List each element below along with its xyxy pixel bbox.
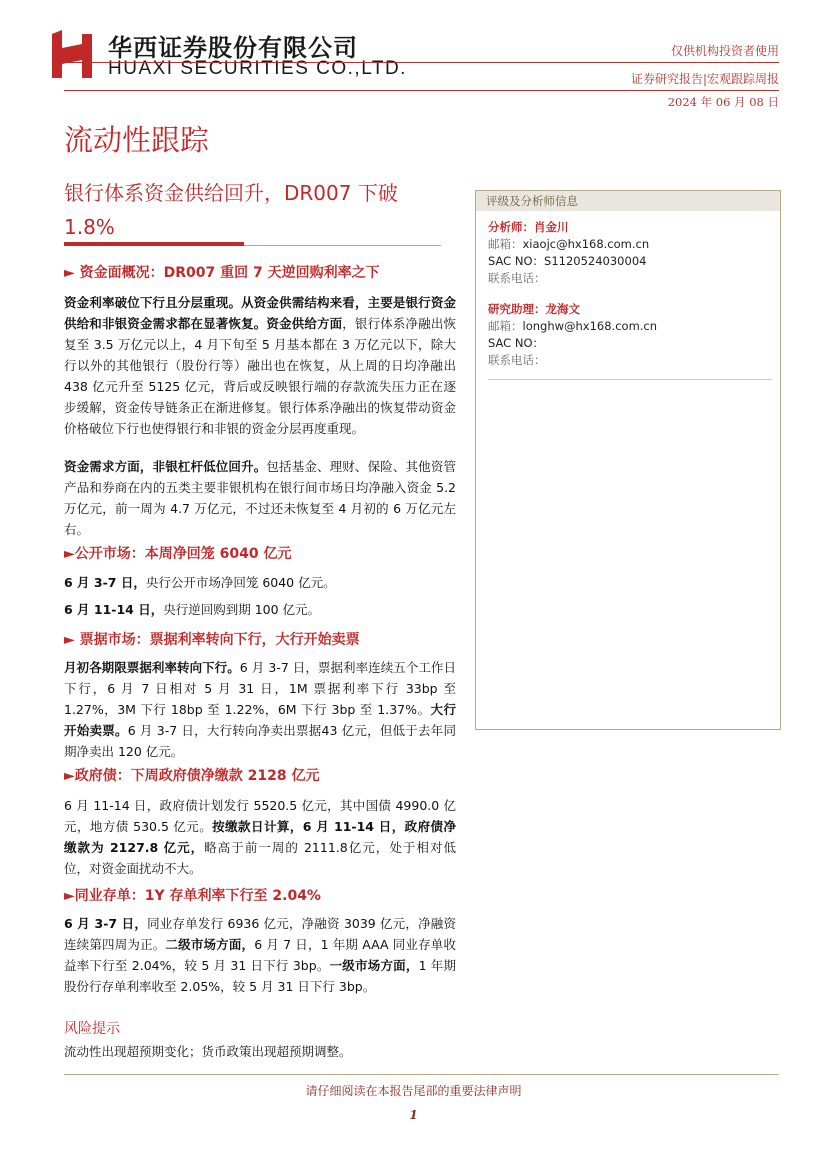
assistant-phone-label: 联系电话： (488, 353, 546, 367)
analyst-phone-label: 联系电话： (488, 271, 546, 285)
header-rule-2 (64, 90, 779, 91)
govt-body-2: 略高于前一周的 2111.8亿元，处于相对低位，对资金面扰动不大。 (64, 840, 456, 876)
analyst-sac: S1120524030004 (544, 254, 647, 268)
assistant-email[interactable]: longhw@hx168.com.cn (522, 319, 658, 333)
risk-title: 风险提示 (64, 1021, 120, 1037)
legal-notice: 请仔细阅读在本报告尾部的重要法律声明 (305, 1084, 522, 1098)
omo-1-date: 6 月 3-7 日， (64, 575, 146, 590)
section-title-open-market: ►公开市场：本周净回笼 6040 亿元 (64, 546, 292, 562)
header-rule-1 (64, 62, 779, 63)
assistant-sac-label: SAC NO： (488, 336, 545, 350)
section-title-bills: ► 票据市场：票据利率转向下行，大行开始卖票 (64, 632, 360, 648)
paragraph-ncd (64, 913, 456, 997)
analyst-email[interactable]: xiaojc@hx168.com.cn (522, 237, 650, 251)
audience-note: 仅供机构投资者使用 (670, 44, 779, 58)
govt-body: 6 月 11-14 日，政府债计划发行 5520.5 亿元，其中国债 4990.0 亿元，地方债 530.5 亿元。 (64, 798, 456, 834)
title-rule (244, 245, 441, 246)
ncd-primary-body: 1 年期股份行存单利率收至 2.05%，较 5 月 31 日下行 3bp。 (64, 958, 456, 994)
paragraph-bills (64, 657, 456, 762)
section-title-ncd: ►同业存单：1Y 存单利率下行至 2.04% (64, 888, 321, 904)
paragraph-omo-1 (64, 572, 456, 593)
ncd-secondary-body: 6 月 7 日，1 年期 AAA 同业存单收益率下行至 2.04%，较 5 月 31 日下行 3bp。 (64, 937, 456, 973)
analyst-email-row (488, 236, 649, 252)
assistant-name: 研究助理：龙海文 (488, 302, 580, 316)
bills-body-2: 6 月 3-7 日，大行转向净卖出票据43 亿元，但低于去年同期净卖出 120 亿元。 (64, 723, 456, 759)
omo-1-body: 央行公开市场净回笼 6040 亿元。 (145, 575, 336, 590)
ncd-secondary-lead: 二级市场方面， (165, 937, 255, 952)
analyst-sac-row (488, 253, 646, 269)
assistant-sac-row (488, 335, 544, 351)
report-date: 2024 年 06 月 08 日 (667, 95, 779, 109)
omo-2-date: 6 月 11-14 日， (64, 602, 164, 617)
footer-rule (64, 1074, 779, 1075)
paragraph-supply-body: ，银行体系净融出恢复至 3.5 万亿元以上，4 月下旬至 5 月基本都在 3 万亿元以下，除大行以外的其他银行（股份行等）融出也在恢复，从上周的日均净融出 438 亿元升至 5125 亿元，背后或反映银行端的存款流失压力正在逐步缓解，资金传导链条正在渐进修复。银行体系净融出的恢复带动资金价格破位下行也使得银行和非银的资金分层再度重现。 (64, 316, 456, 436)
paragraph-demand-lead: 资金需求方面，非银杠杆低位回升。 (64, 459, 267, 474)
assistant-email-label: 邮箱： (488, 319, 523, 333)
ncd-primary-lead: 一级市场方面， (329, 958, 419, 973)
omo-2-body: 央行逆回购到期 100 亿元。 (163, 602, 321, 617)
huaxi-logo-icon (52, 30, 96, 80)
section-title-govt-bonds: ►政府债：下周政府债净缴款 2128 亿元 (64, 768, 320, 784)
paragraph-demand (64, 456, 456, 540)
headline: 银行体系资金供给回升，DR007 下破 1.8% (64, 181, 398, 239)
analyst-sac-label: SAC NO： (488, 254, 545, 268)
govt-lead: 按缴款日计算，6 月 11-14 日，政府债净缴款为 2127.8 亿元， (64, 819, 456, 855)
assistant-email-row (488, 318, 657, 334)
analyst-panel-header: 评级及分析师信息 (476, 191, 780, 211)
bills-body: 6 月 3-7 日，票据利率连续五个工作日下行，6 月 7 日相对 5 月 31 日，1M 票据利率下行 33bp 至 1.27%，3M 下行 18bp 至 1.22%，6M 下行 3bp 至 1.37%。 (64, 660, 456, 717)
analyst-name: 分析师：肖金川 (488, 220, 569, 234)
analyst-email-label: 邮箱： (488, 237, 523, 251)
assistant-phone-row (488, 352, 546, 368)
report-type: 证券研究报告|宏观跟踪周报 (630, 72, 779, 86)
paragraph-govt-bonds (64, 795, 456, 879)
risk-text: 流动性出现超预期变化；货币政策出现超预期调整。 (64, 1044, 352, 1059)
paragraph-supply-lead: 资金利率破位下行且分层重现。从资金供需结构来看，主要是银行资金供给和非银资金需求都在显著恢复。资金供给方面 (64, 295, 456, 331)
section-title-overview: ► 资金面概况：DR007 重回 7 天逆回购利率之下 (64, 265, 380, 281)
ncd-date: 6 月 3-7 日， (64, 916, 148, 931)
bills-lead: 月初各期限票据利率转向下行。 (64, 660, 240, 675)
company-name-cn: 华西证券股份有限公司 (108, 33, 358, 62)
document-title: 流动性跟踪 (64, 123, 210, 157)
page-number: 1 (409, 1108, 418, 1122)
analyst-phone-row (488, 270, 546, 286)
paragraph-supply (64, 292, 456, 439)
ncd-body: 同业存单发行 6936 亿元，净融资 3039 亿元，净融资连续第四周为正。 (64, 916, 456, 952)
paragraph-demand-body: 包括基金、理财、保险、其他资管产品和券商在内的五类主要非银机构在银行间市场日均净融入资金 5.2 万亿元，前一周为 4.7 万亿元，不过还未恢复至 4 月初的 6 万亿元左右。 (64, 459, 456, 537)
bills-lead-2: 大行开始卖票。 (64, 702, 456, 738)
title-accent-bar (64, 242, 244, 246)
company-name-en: HUAXI SECURITIES CO.,LTD. (108, 58, 407, 79)
paragraph-omo-2 (64, 599, 456, 620)
panel-divider (488, 379, 772, 380)
analyst-info-panel (475, 190, 781, 730)
